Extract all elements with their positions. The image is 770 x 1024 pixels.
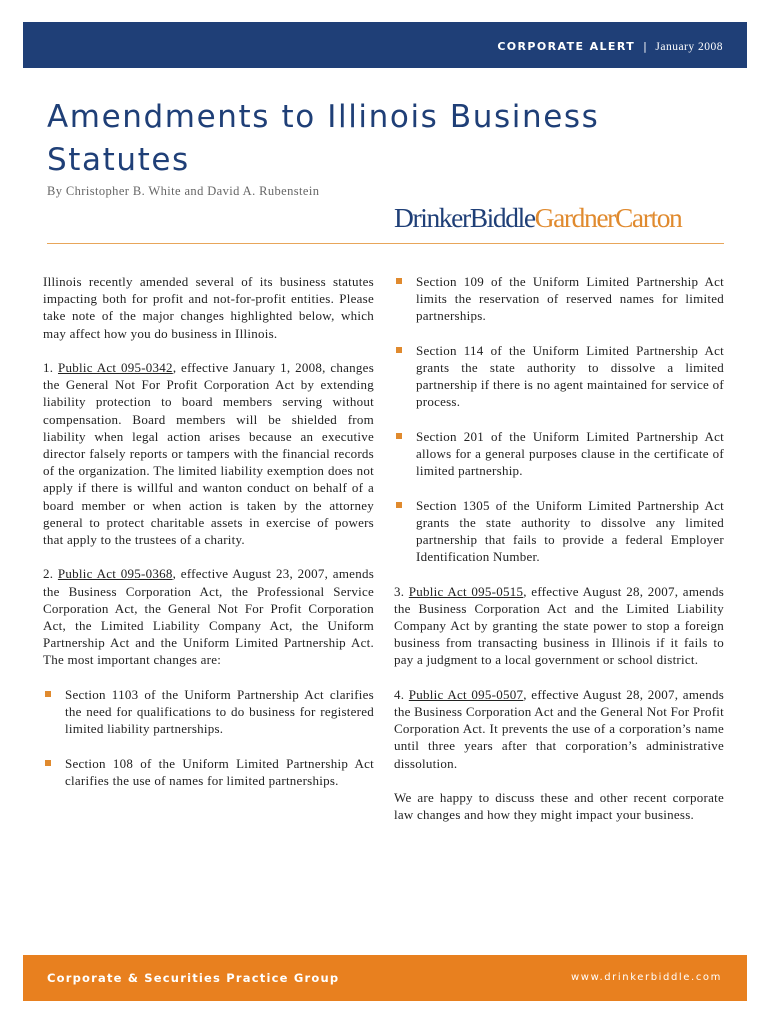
item-1-paragraph [43,359,374,548]
left-column [43,273,374,789]
list-item [394,428,724,480]
bullet-text: Section 1305 of the Uniform Limited Partnership Act grants the state authority to dissolve any limited partnership that fails to provide a federal Employer Identification Number. [416,497,724,565]
intro-paragraph: Illinois recently amended several of its business statutes impacting both for profit and not-for-profit entities. Please take note of the major changes highlighted below, which may affect how you do business in Illinois. [43,274,374,341]
bullet-square-icon [45,760,51,766]
bullet-square-icon [396,433,402,439]
bullet-text: Section 108 of the Uniform Limited Partnership Act clarifies the use of names for limited partnerships. [65,755,374,788]
right-column [394,273,724,823]
item-4-number: 4. [394,686,405,702]
practice-group-label: Corporate & Securities Practice Group [47,971,340,985]
list-item [394,342,724,411]
bullet-text: Section 201 of the Uniform Limited Partnership Act allows for a general purposes clause in the certificate of limited partnership. [416,428,724,479]
header-separator: | [643,40,648,53]
item-3-number: 3. [394,583,405,599]
website-link[interactable]: www.drinkerbiddle.com [571,972,722,983]
item-3-text: , effective August 28, 2007, amends the Business Corporation Act and the Limited Liability Company Act by granting the state power to stop a foreign business from transacting business in Illinois if it fails to pay a judgment to a local government or school district. [394,583,725,668]
item-4-text: , effective August 28, 2007, amends the Business Corporation Act and the General Not For Profit Corporation Act. It prevents the use of a corporation’s name until three years after that corporation’s administrative dissolution. [394,686,725,771]
item-3-paragraph [394,583,724,669]
issue-date: January 2008 [655,41,723,53]
bullet-square-icon [45,691,51,697]
list-item [43,686,374,738]
act-link-095-0515[interactable]: Public Act 095-0515 [408,583,524,599]
closing-paragraph: We are happy to discuss these and other recent corporate law changes and how they might impact your business. [394,790,724,823]
divider [47,243,724,244]
list-item [394,497,724,566]
act-link-095-0507[interactable]: Public Act 095-0507 [408,686,524,702]
item-2-number: 2. [43,566,54,582]
header-band [23,22,747,68]
item-4-paragraph [394,686,724,772]
footer-band [23,955,747,1001]
header-text [497,40,723,53]
list-item [43,755,374,789]
bullet-square-icon [396,278,402,284]
item-1-text: , effective January 1, 2008, changes the General Not For Profit Corporation Act by extending liability protection to board members serving without compensation. Board members will be shielded from liability when legal action arises because an executive director falsely reports or tampers with the financial records of the organization. The limited liability exemption does not apply if there is willful and wanton conduct on behalf of a board member or when action is taken by the attorney general to protect charitable assets in exercise of powers that apply to the trustees of a charity. [43,360,374,548]
bullet-text: Section 109 of the Uniform Limited Partnership Act limits the reservation of reserved names for limited partnerships. [416,274,724,324]
byline: By Christopher B. White and David A. Rubenstein [47,184,320,198]
item-2-paragraph [43,565,374,668]
page-title: Amendments to Illinois Business Statutes [47,99,600,178]
bullet-text: Section 114 of the Uniform Limited Partnership Act grants the state authority to dissolve a limited partnership if there is no agent maintained for service of process. [416,342,724,410]
act-link-095-0368[interactable]: Public Act 095-0368 [57,566,173,582]
logo-part-1: DrinkerBiddle [394,202,535,233]
list-item [394,273,724,325]
item-1-number: 1. [43,360,54,375]
logo-part-2: GardnerCarton [534,202,682,233]
act-link-095-0342[interactable]: Public Act 095-0342 [57,360,173,375]
firm-logo [394,202,724,234]
bullet-square-icon [396,347,402,353]
item-2-text: , effective August 23, 2007, amends the Business Corporation Act, the Professional Service Corporation Act, the General Not For Profit Corporation Act, the Limited Liability Company Act, the Uniform Partnership Act and the Uniform Limited Partnership Act. The most important changes are: [43,566,375,668]
alert-label: CORPORATE ALERT [497,40,636,53]
bullet-square-icon [396,502,402,508]
bullet-text: Section 1103 of the Uniform Partnership Act clarifies the need for qualifications to do business for registered limited liability partnerships. [65,686,374,737]
